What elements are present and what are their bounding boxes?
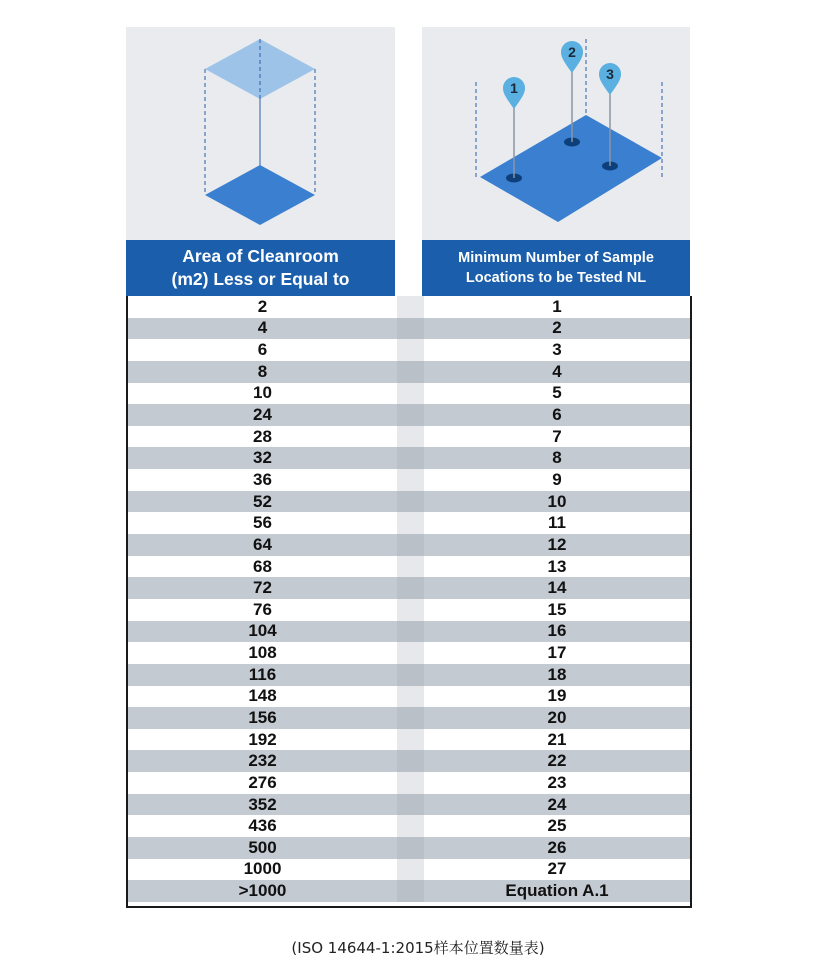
locations-cell: 12 — [547, 534, 567, 554]
column-gap — [397, 361, 424, 383]
locations-cell: 16 — [547, 621, 567, 641]
column-gap — [397, 729, 424, 751]
area-cell: 104 — [248, 621, 277, 641]
column-gap — [397, 469, 424, 491]
table-row — [128, 296, 690, 318]
table-row — [128, 642, 690, 664]
floor-plane — [205, 165, 315, 225]
area-cell: 116 — [248, 664, 277, 684]
area-cell: 108 — [248, 643, 277, 663]
locations-cell: Equation A.1 — [505, 881, 609, 901]
locations-cell: 20 — [547, 707, 567, 727]
column-gap — [397, 664, 424, 686]
area-cell: 436 — [248, 816, 277, 836]
column-gap — [397, 318, 424, 340]
locations-cell: 21 — [547, 729, 567, 749]
column-gap — [397, 686, 424, 708]
column-gap — [397, 296, 424, 318]
locations-cell: 4 — [552, 361, 562, 381]
area-cell: 10 — [253, 383, 272, 403]
area-cell: 156 — [248, 707, 277, 727]
table-row — [128, 772, 690, 794]
area-column-header — [126, 240, 395, 296]
table-row — [128, 599, 690, 621]
table-row — [128, 556, 690, 578]
table-row — [128, 686, 690, 708]
column-gap — [397, 815, 424, 837]
area-header-line-2: (m2) Less or Equal to — [171, 269, 350, 289]
table-row — [128, 534, 690, 556]
locations-cell: 15 — [547, 599, 567, 619]
area-cell: 276 — [248, 772, 277, 792]
locations-cell: 2 — [552, 318, 562, 338]
table-row — [128, 404, 690, 426]
locations-cell: 9 — [552, 469, 562, 489]
area-cell: 56 — [253, 513, 272, 533]
area-cell: 352 — [248, 794, 277, 814]
column-gap — [397, 426, 424, 448]
locations-cell: 3 — [552, 340, 562, 360]
area-cell: 24 — [253, 405, 272, 425]
locations-cell: 11 — [548, 513, 566, 533]
table-row — [128, 729, 690, 751]
column-gap — [397, 772, 424, 794]
locations-cell: 25 — [547, 816, 567, 836]
area-cell: 76 — [253, 599, 272, 619]
table-row — [128, 664, 690, 686]
table-row — [128, 339, 690, 361]
column-gap — [397, 750, 424, 772]
table-row — [128, 794, 690, 816]
table-row — [128, 361, 690, 383]
column-gap — [397, 837, 424, 859]
area-cell: 32 — [253, 448, 272, 468]
locations-cell: 22 — [547, 751, 567, 771]
table-row — [128, 512, 690, 534]
cleanroom-volume-illustration — [126, 27, 395, 240]
locations-cell: 24 — [547, 794, 567, 814]
column-gap — [397, 642, 424, 664]
column-gap — [397, 491, 424, 513]
locations-header-line-1: Minimum Number of Sample — [458, 250, 654, 266]
locations-cell: 8 — [552, 448, 562, 468]
area-cell: 1000 — [243, 859, 282, 879]
column-gap — [397, 794, 424, 816]
area-cell: 36 — [253, 469, 272, 489]
pin-label: 1 — [510, 80, 518, 96]
area-cell: 2 — [257, 296, 268, 316]
area-cell: >1000 — [238, 881, 287, 901]
locations-cell: 7 — [552, 426, 562, 446]
area-cell: 148 — [248, 686, 277, 706]
table-row — [128, 383, 690, 405]
area-cell: 6 — [257, 340, 268, 360]
locations-column-header — [422, 240, 690, 296]
locations-cell: 10 — [547, 491, 567, 511]
figure-caption: (ISO 14644-1:2015样本位置数量表) — [291, 939, 545, 957]
pin-marker-3 — [599, 63, 621, 95]
table-row — [128, 621, 690, 643]
column-gap — [397, 880, 424, 902]
sample-locations-table — [126, 296, 692, 908]
area-cell: 28 — [253, 426, 272, 446]
floor-plane — [480, 115, 662, 222]
area-cell: 4 — [257, 318, 268, 338]
column-gap — [397, 621, 424, 643]
column-gap — [397, 859, 424, 881]
sample-locations-illustration — [422, 27, 690, 240]
locations-cell: 18 — [547, 664, 567, 684]
area-cell: 232 — [248, 751, 277, 771]
table-row — [128, 447, 690, 469]
locations-cell: 14 — [547, 578, 567, 598]
table-row — [128, 880, 690, 902]
pin-label: 2 — [568, 44, 576, 60]
area-cell: 72 — [253, 578, 272, 598]
table-row — [128, 815, 690, 837]
table-row — [128, 859, 690, 881]
column-gap — [397, 599, 424, 621]
column-gap — [397, 447, 424, 469]
locations-cell: 23 — [547, 772, 567, 792]
table-row — [128, 491, 690, 513]
locations-cell: 26 — [547, 837, 567, 857]
table-row — [128, 707, 690, 729]
area-header-line-1: Area of Cleanroom — [182, 246, 339, 266]
column-gap — [397, 707, 424, 729]
pin-label: 3 — [606, 66, 614, 82]
area-cell: 192 — [248, 729, 277, 749]
column-gap — [397, 534, 424, 556]
locations-header-line-2: Locations to be Tested NL — [465, 270, 647, 286]
table-row — [128, 750, 690, 772]
locations-cell: 1 — [552, 296, 562, 316]
locations-cell: 27 — [547, 859, 567, 879]
pin-marker-2 — [561, 41, 583, 73]
table-row — [128, 469, 690, 491]
column-gap — [397, 339, 424, 361]
area-cell: 500 — [248, 837, 277, 857]
locations-cell: 19 — [547, 686, 567, 706]
area-cell: 64 — [253, 534, 272, 554]
locations-cell: 6 — [552, 405, 562, 425]
locations-cell: 5 — [552, 383, 562, 403]
column-gap — [397, 556, 424, 578]
table-row — [128, 426, 690, 448]
area-cell: 52 — [253, 491, 272, 511]
area-cell: 68 — [253, 556, 272, 576]
column-gap — [397, 512, 424, 534]
table-row — [128, 837, 690, 859]
locations-cell: 17 — [547, 643, 567, 663]
locations-cell: 13 — [547, 556, 567, 576]
table-row — [128, 577, 690, 599]
column-gap — [397, 577, 424, 599]
pin-marker-1 — [503, 77, 525, 109]
column-gap — [397, 404, 424, 426]
column-gap — [397, 383, 424, 405]
area-cell: 8 — [257, 361, 268, 381]
table-row — [128, 318, 690, 340]
